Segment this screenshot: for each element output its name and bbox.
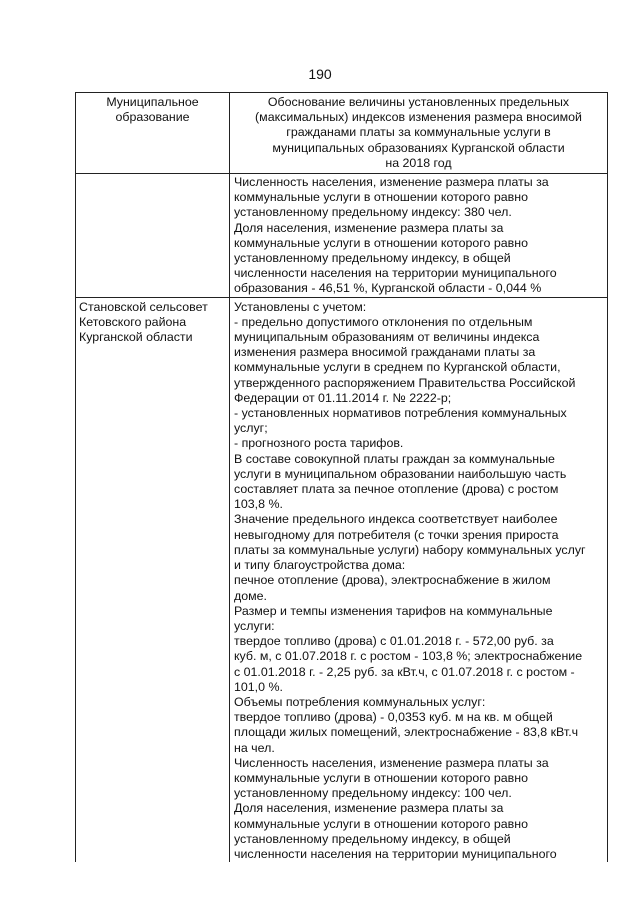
text-line: Обоснование величины установленных предельных [267, 95, 570, 109]
text-line: печное отопление (дрова), электроснабжение в жилом [234, 573, 551, 588]
text-line: - установленных нормативов потребления коммунальных [234, 406, 567, 421]
text-line: Кетовского района [79, 314, 187, 329]
table-header-row [76, 93, 608, 174]
table-row [76, 297, 608, 862]
text-line: образование [115, 110, 190, 125]
text-line: утвержденного распоряжением Правительства Российской [234, 375, 576, 390]
text-line: муниципальным образованиям от величины индекса [234, 330, 540, 345]
text-line: коммунальные услуги в отношении которого равно [234, 816, 528, 831]
text-line: на чел. [234, 740, 275, 755]
text-line: установленному предельному индексу, в общей [234, 251, 511, 266]
text-line: 103,8 %. [234, 497, 283, 512]
text-line: Доля населения, изменение размера платы за [234, 220, 504, 235]
text-line: Значение предельного индекса соответствует наиболее [234, 512, 558, 527]
text-line: доме. [234, 588, 267, 603]
text-line: установленному предельному индексу: 100 чел. [234, 786, 512, 801]
text-line: Численность населения, изменение размера платы за [234, 755, 549, 770]
text-line: услуг; [234, 421, 268, 436]
page-number: 190 [308, 66, 332, 82]
table-row [76, 174, 608, 298]
text-line: численности населения на территории муниципального [234, 266, 557, 281]
justification-cell [230, 174, 608, 298]
text-line: Численность населения, изменение размера платы за [234, 175, 549, 190]
municipality-cell [76, 297, 230, 862]
text-line: образования - 46,51 %, Курганской области - 0,044 % [234, 281, 542, 296]
text-line: (максимальных) индексов изменения размера вносимой [255, 110, 582, 125]
text-line: коммунальные услуги в среднем по Курганской области, [234, 360, 561, 375]
text-line: гражданами платы за коммунальные услуги в [286, 125, 551, 140]
text-line: муниципальных образованиях Курганской области [272, 140, 565, 155]
text-line: и типу благоустройства дома: [234, 558, 406, 573]
text-line: Становской сельсовет [79, 299, 208, 314]
text-line: установленному предельному индексу: 380 чел. [234, 205, 512, 220]
text-line: на 2018 год [385, 155, 452, 170]
text-line: коммунальные услуги в отношении которого равно [234, 190, 528, 205]
header-municipality [76, 93, 230, 174]
text-line: Федерации от 01.11.2014 г. № 2222-р; [234, 390, 452, 405]
text-line: Размер и темпы изменения тарифов на коммунальные [234, 603, 553, 618]
justification-table [75, 92, 608, 862]
text-line: куб. м, с 01.07.2018 г. с ростом - 103,8 %; электроснабжение [234, 649, 583, 664]
text-line: Доля населения, изменение размера платы за [234, 801, 504, 816]
text-line: Установлены с учетом: [234, 299, 367, 314]
text-line: площади жилых помещений, электроснабжение - 83,8 кВт.ч [234, 725, 579, 740]
text-line: услуги в муниципальном образовании наибольшую часть [234, 466, 567, 481]
text-line: - прогнозного роста тарифов. [234, 436, 404, 451]
text-line: - предельно допустимого отклонения по отдельным [234, 314, 533, 329]
text-line: услуги: [234, 618, 275, 633]
text-line: изменения размера вносимой гражданами платы за [234, 345, 536, 360]
text-line: 101,0 %. [234, 679, 283, 694]
text-line: Курганской области [79, 330, 193, 345]
text-line: коммунальные услуги в отношении которого равно [234, 235, 528, 250]
text-line: твердое топливо (дрова) с 01.01.2018 г. - 572,00 руб. за [234, 634, 554, 649]
justification-cell [230, 297, 608, 862]
text-line: установленному предельному индексу, в общей [234, 831, 511, 846]
text-line: Муниципальное [106, 95, 199, 109]
text-line: твердое топливо (дрова) - 0,0353 куб. м на кв. м общей [234, 710, 553, 725]
text-line: Объемы потребления коммунальных услуг: [234, 694, 486, 709]
text-line: составляет плата за печное отопление (дрова) с ростом [234, 482, 559, 497]
text-line: невыгодному для потребителя (с точки зрения прироста [234, 527, 559, 542]
text-line: коммунальные услуги в отношении которого равно [234, 770, 528, 785]
municipality-cell [76, 174, 230, 298]
header-justification [230, 93, 608, 174]
text-line: численности населения на территории муниципального [234, 846, 557, 861]
text-line: В составе совокупной платы граждан за коммунальные [234, 451, 555, 466]
text-line: платы за коммунальные услуги) набору коммунальных услуг [234, 542, 586, 557]
text-line: с 01.01.2018 г. - 2,25 руб. за кВт.ч, с 01.07.2018 г. с ростом - [234, 664, 575, 679]
